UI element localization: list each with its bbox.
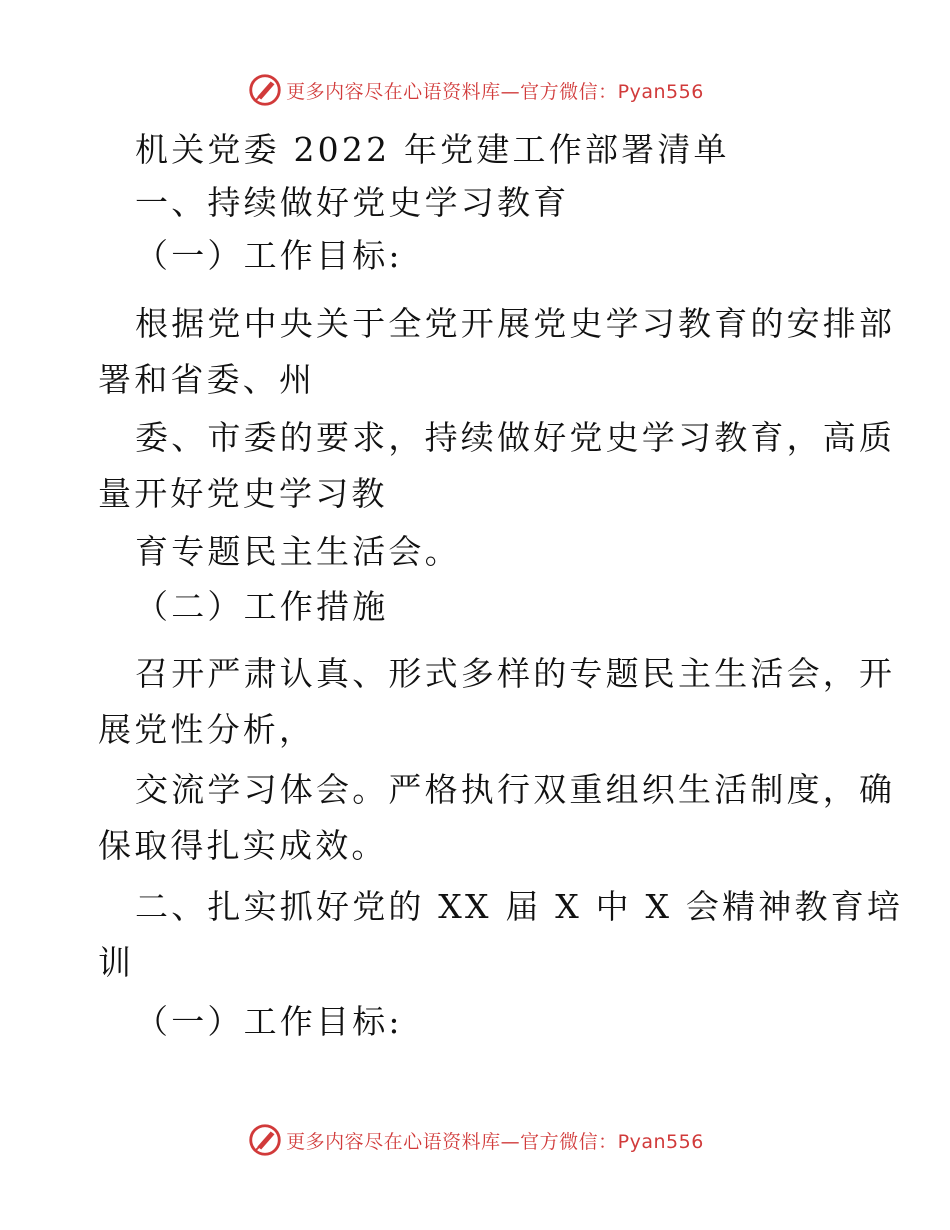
section-heading-2-cont: 训 [98, 943, 135, 982]
paragraph-line: 根据党中央关于全党开展党史学习教育的安排部 [135, 304, 896, 343]
paragraph-line: 育专题民主生活会。 [135, 532, 461, 571]
watermark-text: 更多内容尽在心语资料库—官方微信：Pyan556 [286, 1130, 704, 1153]
document-title: 机关党委 2022 年党建工作部署清单 [135, 130, 730, 169]
paragraph-line: 署和省委、州 [98, 360, 316, 399]
pen-logo-icon [246, 1121, 284, 1159]
header-watermark [0, 70, 950, 110]
paragraph-line: 量开好党史学习教 [98, 474, 388, 513]
footer-watermark [0, 1120, 950, 1160]
paragraph-line: 召开严肃认真、形式多样的专题民主生活会，开 [135, 654, 896, 693]
paragraph-line: 交流学习体会。严格执行双重组织生活制度，确 [135, 770, 896, 809]
subheading-goal-2: （一）工作目标: [135, 1002, 403, 1041]
paragraph-line: 委、市委的要求，持续做好党史学习教育，高质 [135, 418, 896, 457]
paragraph-line: 展党性分析， [98, 710, 316, 749]
paragraph-line: 保取得扎实成效。 [98, 826, 388, 865]
subheading-measures: （二）工作措施 [135, 587, 389, 626]
section-heading-1: 一、持续做好党史学习教育 [135, 183, 570, 222]
subheading-goal-1: （一）工作目标: [135, 236, 403, 275]
section-heading-2: 二、扎实抓好党的 XX 届 X 中 X 会精神教育培 [135, 887, 904, 926]
pen-logo-icon [246, 71, 284, 109]
watermark-text: 更多内容尽在心语资料库—官方微信：Pyan556 [286, 80, 704, 103]
